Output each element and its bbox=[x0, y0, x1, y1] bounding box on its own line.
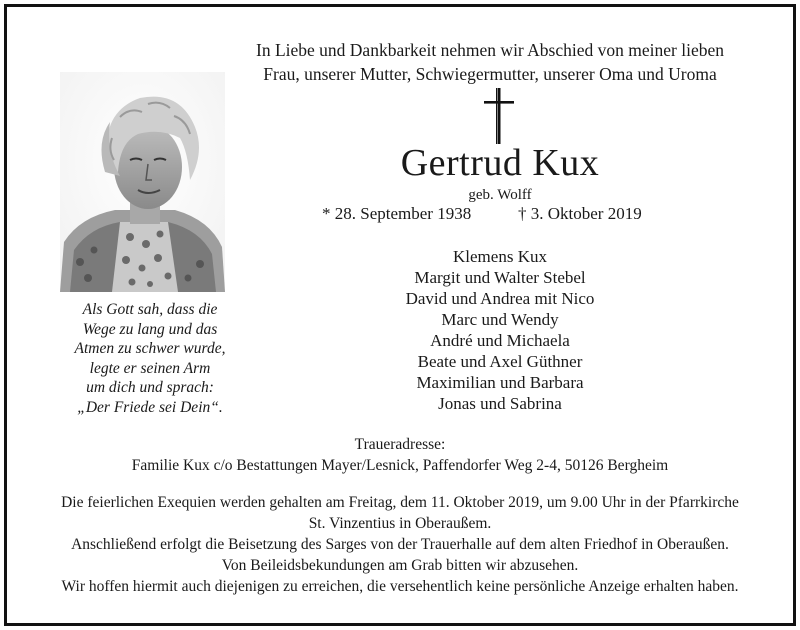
ceremony-line: Anschließend erfolgt die Beisetzung des Sarges von der Trauerhalle auf dem alten Friedhof in Oberaußen. bbox=[71, 536, 729, 553]
family-member: Margit und Walter Stebel bbox=[414, 268, 586, 287]
poem-line: legte er seinen Arm bbox=[89, 359, 211, 377]
address-label: Traueradresse: bbox=[354, 436, 446, 453]
deceased-name: Gertrud Kux bbox=[400, 142, 600, 184]
ceremony-line: St. Vinzentius in Oberaußem. bbox=[308, 515, 492, 532]
address-text: Familie Kux c/o Bestattungen Mayer/Lesnick, Paffendorfer Weg 2-4, 50126 Bergheim bbox=[131, 457, 669, 474]
closing-note: Wir hoffen hiermit auch diejenigen zu erreichen, die versehentlich keine persönliche Anzeige erhalten haben. bbox=[61, 578, 739, 595]
ceremony-info bbox=[20, 492, 780, 576]
poem-line: Als Gott sah, dass die bbox=[82, 301, 218, 318]
mourning-address bbox=[0, 434, 800, 476]
death-date: † 3. Oktober 2019 bbox=[518, 204, 642, 223]
family-member: Maximilian und Barbara bbox=[416, 373, 584, 392]
intro-text bbox=[200, 38, 780, 86]
family-list bbox=[330, 246, 670, 414]
poem-line: um dich und sprach: bbox=[86, 379, 214, 396]
poem-line: Atmen zu schwer wurde, bbox=[74, 340, 226, 357]
maiden-name: geb. Wolff bbox=[468, 187, 532, 203]
family-member: Beate und Axel Güthner bbox=[417, 352, 583, 371]
poem-line: „Der Friede sei Dein“. bbox=[77, 398, 223, 416]
family-member: David und Andrea mit Nico bbox=[405, 289, 595, 308]
intro-line: In Liebe und Dankbarkeit nehmen wir Abschied von meiner lieben bbox=[256, 40, 724, 60]
intro-line: Frau, unserer Mutter, Schwiegermutter, unserer Oma und Uroma bbox=[263, 64, 717, 84]
family-member: André und Michaela bbox=[430, 331, 570, 350]
cross-icon bbox=[484, 88, 514, 144]
poem-line: Wege zu lang und das bbox=[82, 320, 218, 338]
ceremony-line: Von Beileidsbekundungen am Grab bitten wir abzusehen. bbox=[221, 557, 579, 574]
portrait-photo bbox=[60, 72, 225, 292]
poem bbox=[40, 300, 260, 417]
ceremony-line: Die feierlichen Exequien werden gehalten am Freitag, dem 11. Oktober 2019, um 9.00 Uhr in der Pfarrkirche bbox=[61, 494, 739, 511]
family-member: Marc und Wendy bbox=[441, 310, 559, 329]
family-member: Jonas und Sabrina bbox=[438, 394, 562, 413]
family-member: Klemens Kux bbox=[453, 247, 547, 266]
birth-date: * 28. September 1938 bbox=[322, 204, 472, 223]
